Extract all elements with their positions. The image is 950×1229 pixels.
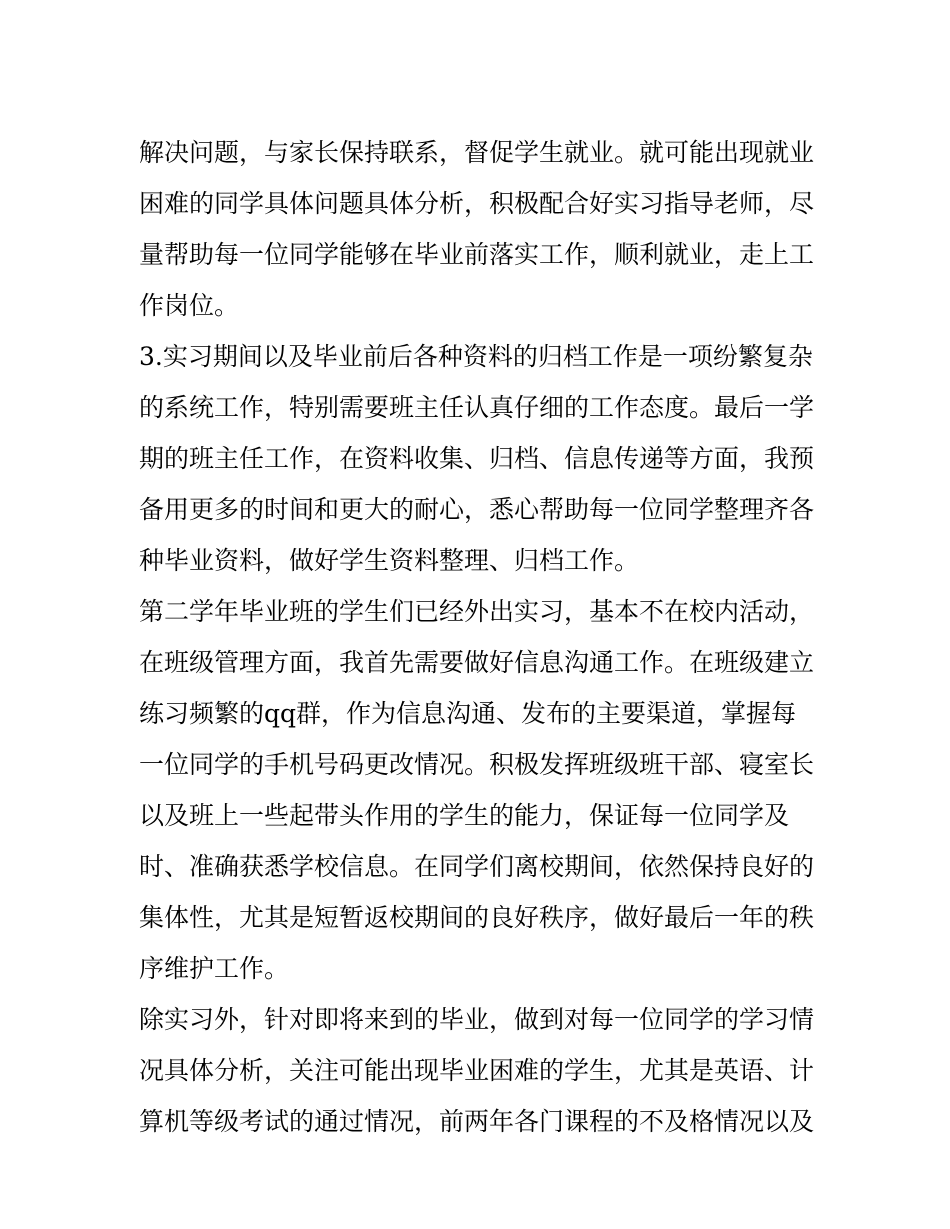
text-line: 量帮助每一位同学能够在毕业前落实工作，顺利就业，走上工 — [139, 240, 815, 269]
text-line: 时、准确获悉学校信息。在同学们离校期间，依然保持良好的 — [139, 852, 815, 881]
text-line: 困难的同学具体问题具体分析，积极配合好实习指导老师，尽 — [139, 189, 815, 218]
text-line: 一位同学的手机号码更改情况。积极发挥班级班干部、寝室长 — [139, 750, 815, 779]
text-line: 第二学年毕业班的学生们已经外出实习，基本不在校内活动， — [139, 597, 815, 626]
text-line: 除实习外，针对即将来到的毕业，做到对每一位同学的学习情 — [139, 1005, 815, 1034]
text-line: 期的班主任工作，在资料收集、归档、信息传递等方面，我预 — [139, 444, 815, 473]
text-line: 的系统工作，特别需要班主任认真仔细的工作态度。最后一学 — [139, 393, 815, 422]
document-body — [139, 127, 819, 1147]
text-line: 以及班上一些起带头作用的学生的能力，保证每一位同学及 — [139, 801, 790, 830]
text-line: 况具体分析，关注可能出现毕业困难的学生，尤其是英语、计 — [139, 1056, 815, 1085]
text-line: 3.实习期间以及毕业前后各种资料的归档工作是一项纷繁复杂 — [139, 342, 813, 371]
text-line: 备用更多的时间和更大的耐心，悉心帮助每一位同学整理齐各 — [139, 495, 815, 524]
text-line: 练习频繁的qq群，作为信息沟通、发布的主要渠道，掌握每 — [139, 699, 797, 728]
text-line: 序维护工作。 — [139, 954, 290, 983]
text-line: 作岗位。 — [139, 291, 240, 320]
text-line: 种毕业资料，做好学生资料整理、归档工作。 — [139, 546, 640, 575]
text-line: 在班级管理方面，我首先需要做好信息沟通工作。在班级建立 — [139, 648, 815, 677]
text-line: 算机等级考试的通过情况，前两年各门课程的不及格情况以及 — [139, 1107, 815, 1136]
text-line: 解决问题，与家长保持联系，督促学生就业。就可能出现就业 — [139, 138, 815, 167]
text-line: 集体性，尤其是短暂返校期间的良好秩序，做好最后一年的秩 — [139, 903, 815, 932]
